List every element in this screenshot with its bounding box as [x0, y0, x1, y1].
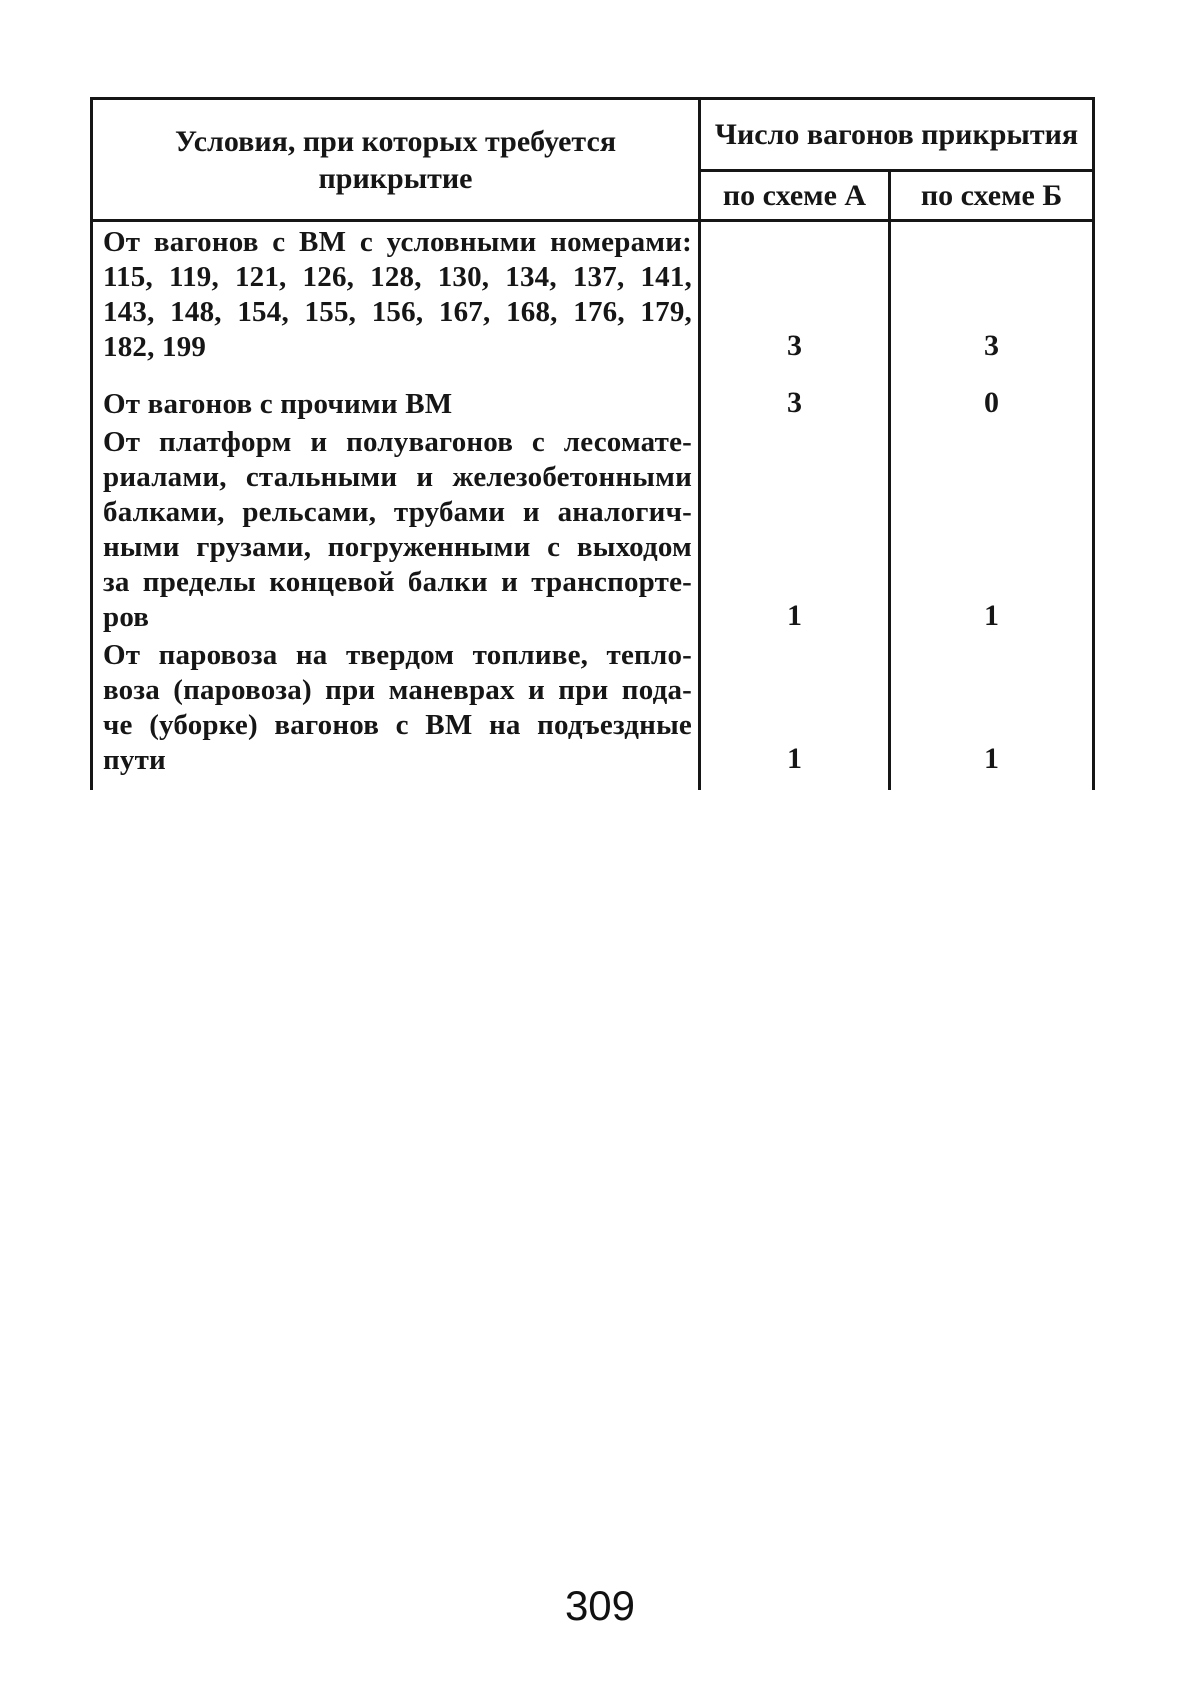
- header-wagon-count: Число вагонов прикрытия: [700, 99, 1094, 171]
- text-line: От паровоза на твердом топливе, тепло-: [103, 639, 692, 671]
- header-conditions: Условия, при которых требуется прикрытие: [92, 99, 700, 221]
- table-row: [92, 221, 1094, 372]
- row-condition-text: [92, 221, 700, 372]
- scheme-b-value: 0: [890, 371, 1094, 422]
- text-line: От вагонов с ВМ с условными номерами:: [103, 226, 692, 258]
- text-line: за пределы концевой балки и транспорте-: [103, 566, 692, 598]
- scheme-a-value: 1: [700, 635, 890, 790]
- table-row: [92, 422, 1094, 635]
- page-number: 309: [564, 1582, 636, 1629]
- text-line: риалами, стальными и железобетонными: [103, 461, 692, 493]
- table-row: [92, 371, 1094, 422]
- text-line: 182, 199: [103, 331, 207, 363]
- scheme-a-value: 3: [700, 371, 890, 422]
- text-line: балками, рельсами, трубами и аналогич-: [103, 496, 692, 528]
- row-condition-text: [92, 371, 700, 422]
- table-header: [92, 99, 1094, 221]
- text-line: От платформ и полувагонов с лесомате-: [103, 426, 692, 458]
- table-row: [92, 635, 1094, 790]
- header-scheme-a: по схеме А: [700, 171, 890, 221]
- scheme-b-value: 3: [890, 221, 1094, 372]
- row-condition-text: [92, 422, 700, 635]
- scheme-b-value: 1: [890, 422, 1094, 635]
- text-line: че (уборке) вагонов с ВМ на подъездные: [103, 709, 692, 741]
- table-body: [92, 221, 1094, 791]
- text-line: 115, 119, 121, 126, 128, 130, 134, 137, 141,: [103, 261, 692, 293]
- text-line: ров: [103, 601, 150, 633]
- scheme-a-value: 3: [700, 221, 890, 372]
- header-scheme-b: по схеме Б: [890, 171, 1094, 221]
- text-line: пути: [103, 744, 166, 776]
- scheme-a-value: 1: [700, 422, 890, 635]
- text-line: ными грузами, погруженными с выходом: [103, 531, 692, 563]
- row-condition-text: [92, 635, 700, 790]
- text-line: 143, 148, 154, 155, 156, 167, 168, 176, 179,: [103, 296, 692, 328]
- text-line: От вагонов с прочими ВМ: [103, 388, 453, 420]
- text-line: воза (паровоза) при маневрах и при пода-: [103, 674, 692, 706]
- scheme-b-value: 1: [890, 635, 1094, 790]
- cover-requirements-table: [90, 97, 1095, 790]
